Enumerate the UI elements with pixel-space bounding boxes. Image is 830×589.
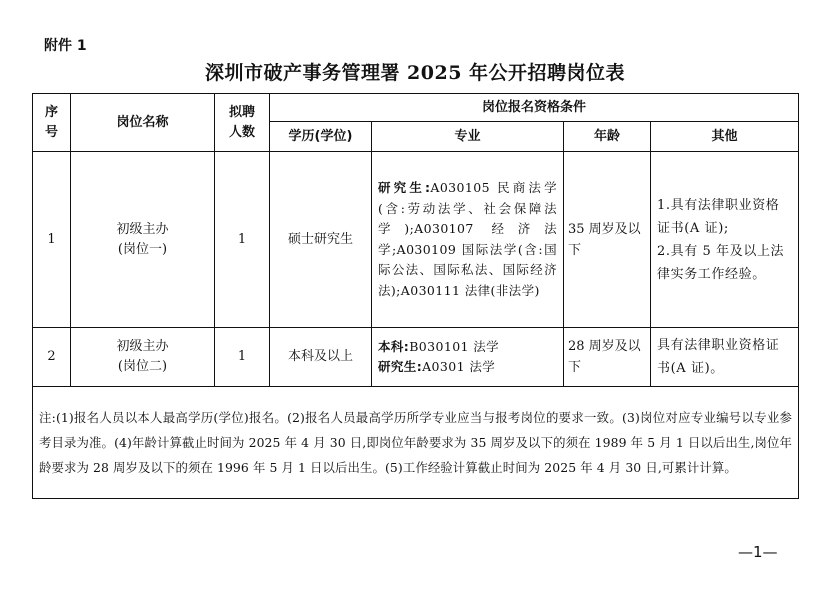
page-title: 深圳市破产事务管理署 2025 年公开招聘岗位表 xyxy=(204,62,626,84)
header-other: 其他 xyxy=(651,122,799,152)
row-age: 28 周岁及以下 xyxy=(564,328,651,387)
row-seq: 1 xyxy=(33,152,71,328)
attachment-label: 附件 1 xyxy=(44,38,87,54)
row-seq: 2 xyxy=(33,328,71,387)
header-position-name: 岗位名称 xyxy=(71,94,215,152)
header-headcount: 拟聘 人数 xyxy=(215,94,270,152)
header-qualifications: 岗位报名资格条件 xyxy=(270,94,799,122)
table-row xyxy=(33,152,799,328)
table-row xyxy=(33,328,799,387)
row-position-name: 初级主办 (岗位一) xyxy=(71,152,215,328)
header-major: 专业 xyxy=(372,122,564,152)
table-note: 注:(1)报名人员以本人最高学历(学位)报名。(2)报名人员最高学历所学专业应当与报考岗位的要求一致。(3)岗位对应专业编号以专业参考目录为准。(4)年龄计算截止时间为 2025 年 4 月 30 日,即岗位年龄要求为 35 周岁及以下的须在 1989 年 5 月 1 日以后出生,岗位年龄要求为 28 周岁及以下的须在 1996 年 5 月 1 日以后出生。(5)工作经验计算截止时间为 2025 年 4 月 30 日,可累计计算。 xyxy=(33,387,799,499)
major-text: B030101 法学 xyxy=(409,338,500,354)
header-education: 学历(学位) xyxy=(270,122,372,152)
row-other: 1.具有法律职业资格证书(A 证); 2.具有 5 年及以上法律实务工作经验。 xyxy=(651,152,799,328)
row-position-name: 初级主办 (岗位二) xyxy=(71,328,215,387)
row-major xyxy=(372,152,564,328)
row-age: 35 周岁及以下 xyxy=(564,152,651,328)
note-row xyxy=(33,387,799,499)
recruitment-table xyxy=(32,93,799,499)
row-education: 本科及以上 xyxy=(270,328,372,387)
header-row-1 xyxy=(33,94,799,122)
row-major xyxy=(372,328,564,387)
major-text: A030105 民商法学(含:劳动法学、社会保障法学);A030107 经济法学;A030109 国际法学(含:国际公法、国际私法、国际经济法);A030111 法律(非法学) xyxy=(378,180,557,298)
row-headcount: 1 xyxy=(215,328,270,387)
major-text: A0301 法学 xyxy=(422,359,496,374)
major-label: 研究生: xyxy=(378,180,431,195)
major-label: 研究生: xyxy=(378,359,423,374)
header-age: 年龄 xyxy=(564,122,651,152)
page-number: —1— xyxy=(738,543,778,561)
header-seq: 序 号 xyxy=(33,94,71,152)
major-label: 本科: xyxy=(378,338,410,354)
row-education: 硕士研究生 xyxy=(270,152,372,328)
row-headcount: 1 xyxy=(215,152,270,328)
row-other: 具有法律职业资格证书(A 证)。 xyxy=(651,328,799,387)
